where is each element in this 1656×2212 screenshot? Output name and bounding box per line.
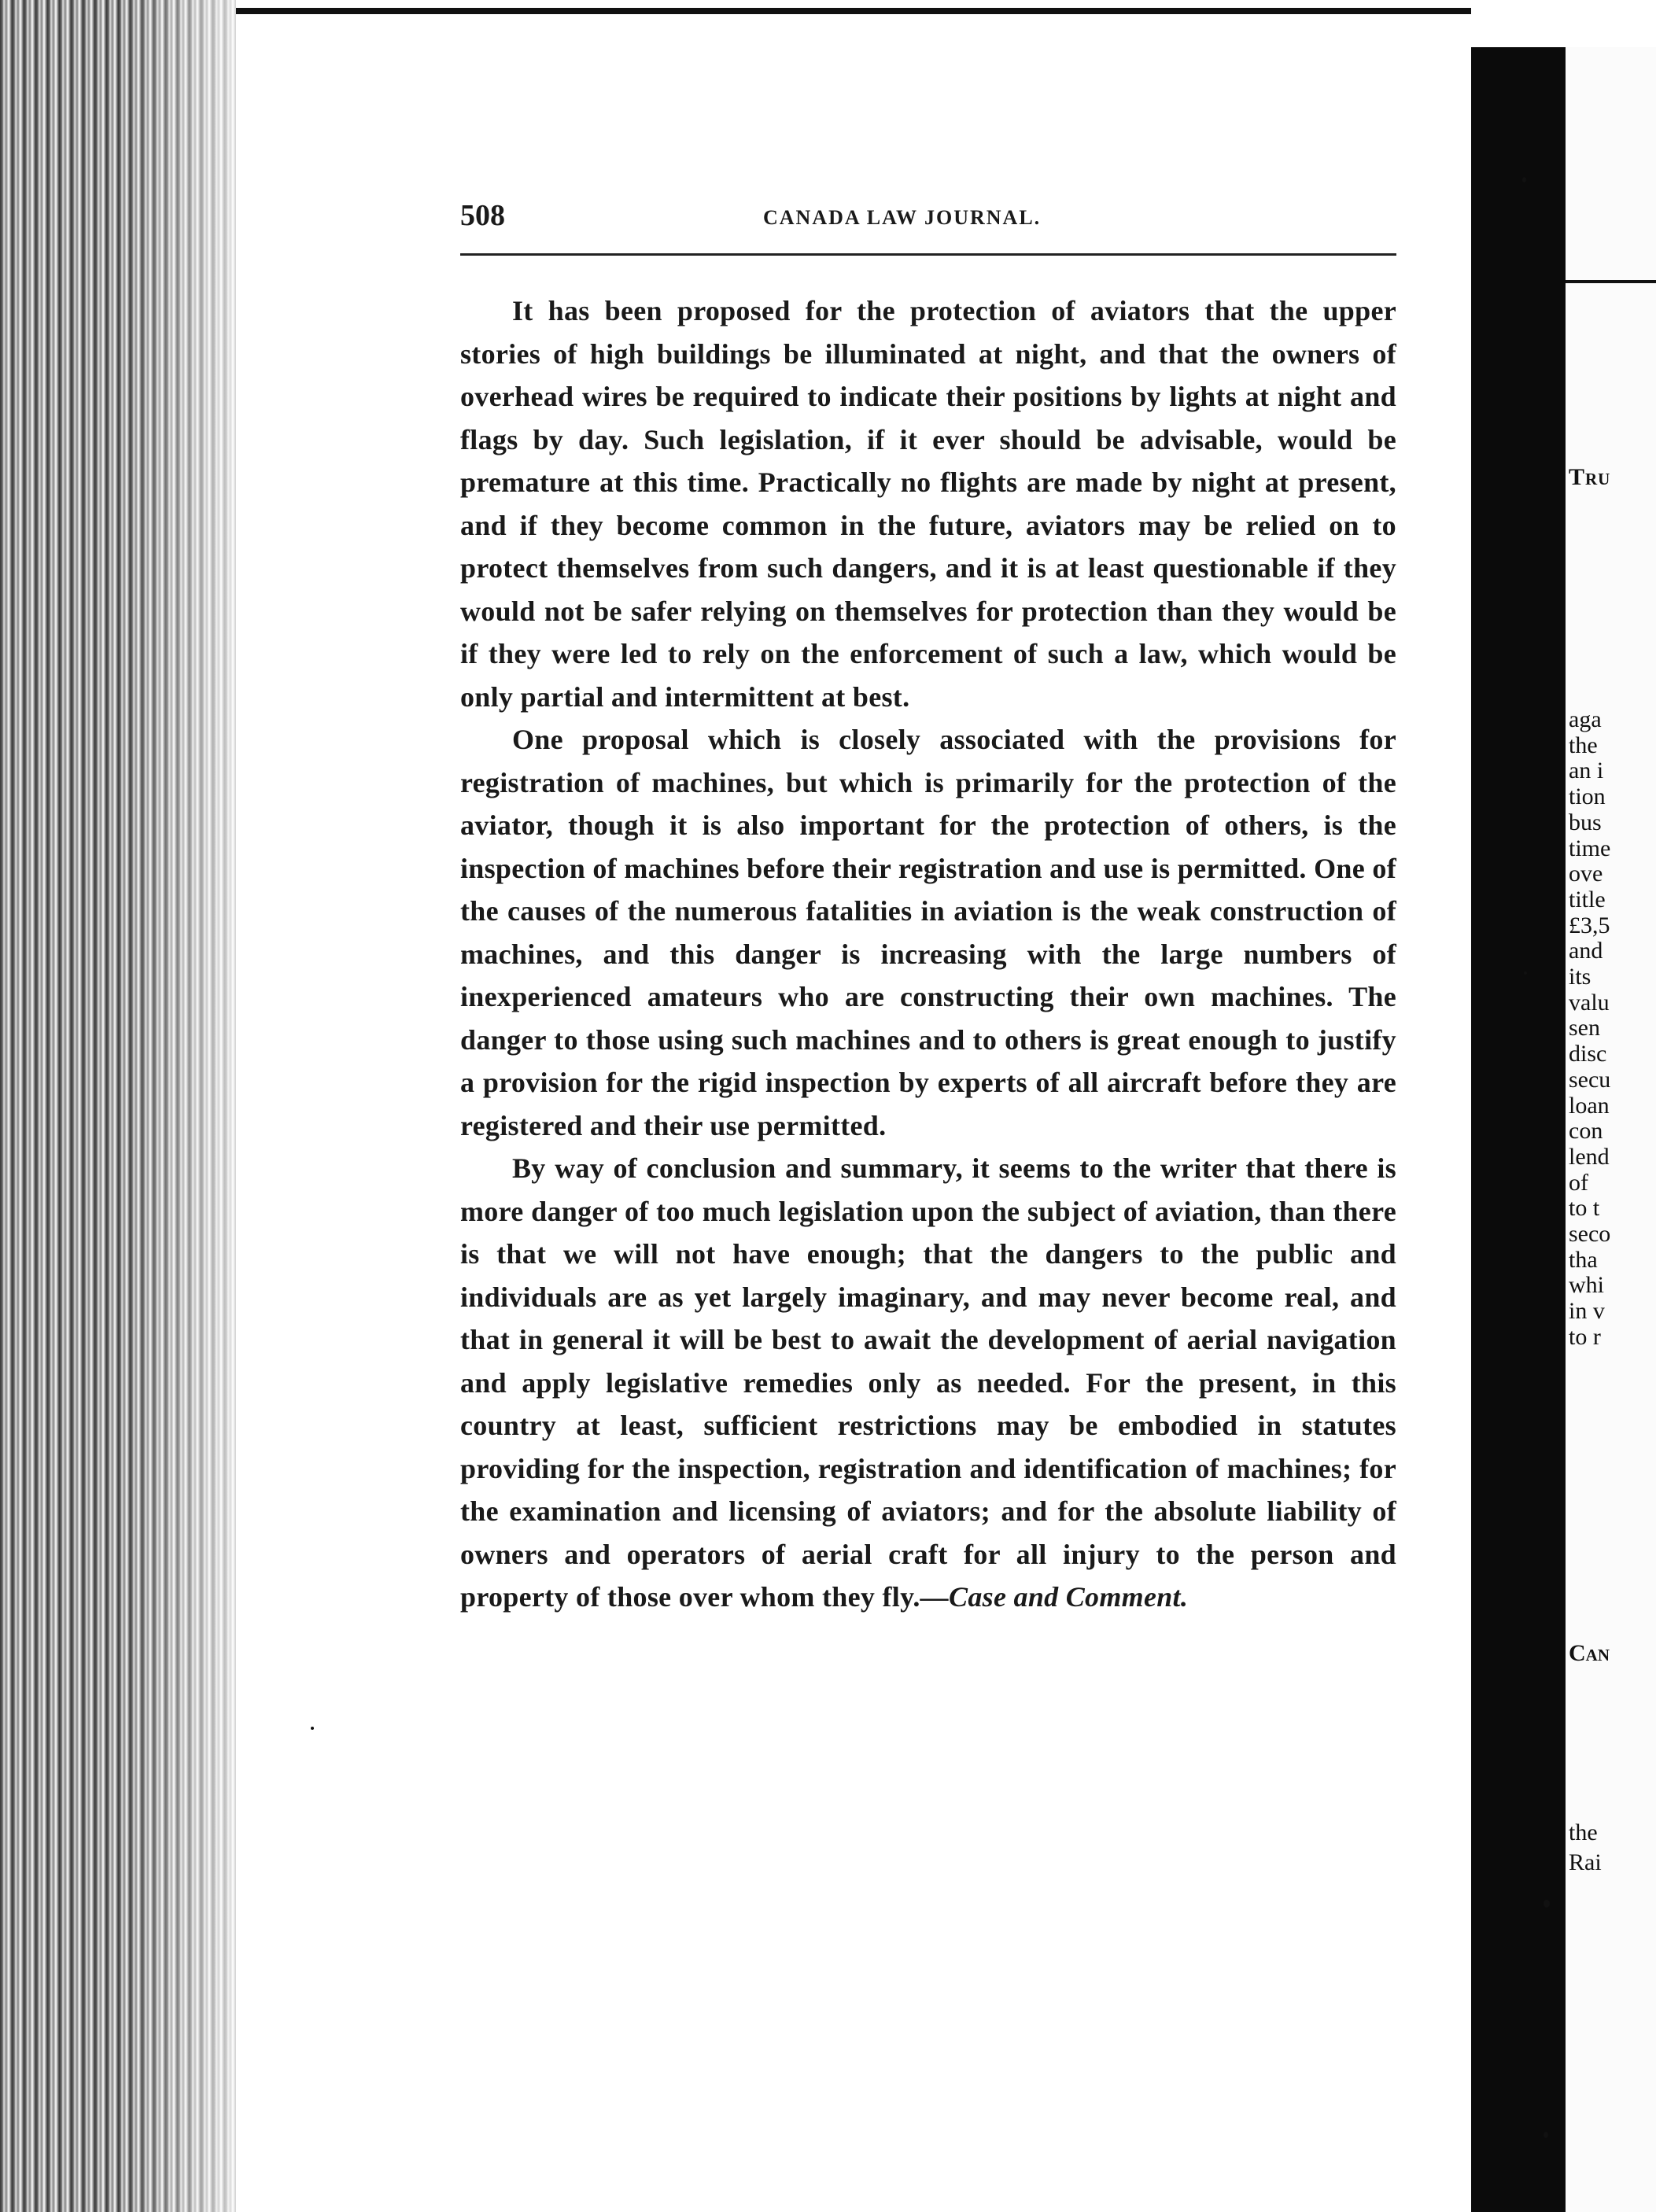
facing-page-fragment: tion [1569,783,1606,810]
scan-top-edge [236,8,1471,14]
facing-page-rule [1566,280,1656,283]
facing-page-fragment: whi [1569,1272,1604,1299]
facing-page-fragment: loan [1569,1092,1610,1119]
facing-page-fragment: lend [1569,1143,1610,1170]
facing-page-fragment: in v [1569,1298,1605,1325]
facing-page-fragment: time [1569,835,1611,861]
facing-page-fragment: seco [1569,1221,1611,1247]
scan-speck [311,1727,314,1730]
page-number: 508 [460,199,505,232]
paragraph: One proposal which is closely associated with the provisions for registration of machines, but which is primarily for the protection of the aviator, though it is also important for the protection of others, is the inspection of machines before their registration and use is permitted. One of the causes of the numerous fatalities in aviation is the weak construction of machines, and this danger is increasing with the large numbers of inexperienced amateurs who are constructing their own machines. The danger to those using such machines and to others is great enough to justify a provision for the rigid inspection by experts of all aircraft before they are registered and their use permitted. [460,724,1396,1141]
facing-page-fragment: the [1569,732,1598,758]
facing-page-fragment: valu [1569,989,1610,1016]
facing-page-fragment: £3,5 [1569,912,1610,938]
facing-page-fragment: to t [1569,1195,1600,1222]
facing-page-heading: Tru [1569,464,1611,490]
page-header [460,198,1396,238]
facing-page-fragment: and [1569,938,1603,964]
facing-page-fragment: the [1569,1819,1598,1845]
facing-page-fragment: bus [1569,809,1602,835]
running-head: CANADA LAW JOURNAL. [763,206,1042,229]
scan-speck [1544,1900,1550,1908]
facing-page [1566,47,1656,2212]
paragraph: It has been proposed for the protection of aviators that the upper stories of high buildings be illuminated at night, and that the owners of overhead wires be required to indicate their positions by lights at night and flags by day. Such legislation, if it ever should be advisable, would be premature at this time. Practically no flights are made by night at present, and if they become common in the future, aviators may be relied on to protect themselves from such dangers, and it is at least questionable if they would not be safer relying on themselves for protection than they would be if they were led to rely on the enforcement of such a law, which would be only partial and intermittent at best. [460,295,1396,713]
facing-page-fragment: aga [1569,706,1602,732]
facing-page-fragment: Rai [1569,1849,1602,1875]
facing-page-fragment: to r [1569,1323,1601,1350]
facing-page-fragment: an i [1569,758,1604,784]
article-body [460,289,1396,1619]
scan-speck [1522,177,1526,182]
facing-page-fragment: its [1569,964,1591,990]
facing-page-heading-2: Can [1569,1640,1610,1666]
scan-speck [1544,2132,1548,2138]
paragraph [460,1147,1396,1619]
facing-page-fragment: con [1569,1118,1603,1145]
facing-page-fragment: secu [1569,1066,1611,1093]
binding-fade [126,0,283,2212]
paragraph-text: By way of conclusion and summary, it seems to the writer that there is more danger of too much legislation upon the subject of aviation, than there is that we will not have enough; that the dangers to the public and individuals are as yet largely imaginary, and may never become real, and that in general it will be best to await the development of aerial navigation and apply legislative remedies only as needed. For the present, in this country at least, sufficient restrictions may be embodied in statutes providing for the inspection, registration and identification of machines; for the examination and licensing of aviators; and for the absolute liability of owners and operators of aerial craft for all injury to the person and property of those over whom they fly. [460,1152,1396,1613]
facing-page-fragment: sen [1569,1015,1600,1041]
header-rule [460,253,1396,256]
facing-page-fragment: disc [1569,1041,1607,1067]
facing-page-fragment: ove [1569,861,1603,887]
facing-page-fragment: of [1569,1169,1588,1196]
facing-page-fragment: title [1569,886,1606,912]
scan-speck [1524,971,1527,975]
source-attribution: —Case and Comment. [920,1581,1189,1613]
facing-page-fragment: tha [1569,1246,1598,1273]
